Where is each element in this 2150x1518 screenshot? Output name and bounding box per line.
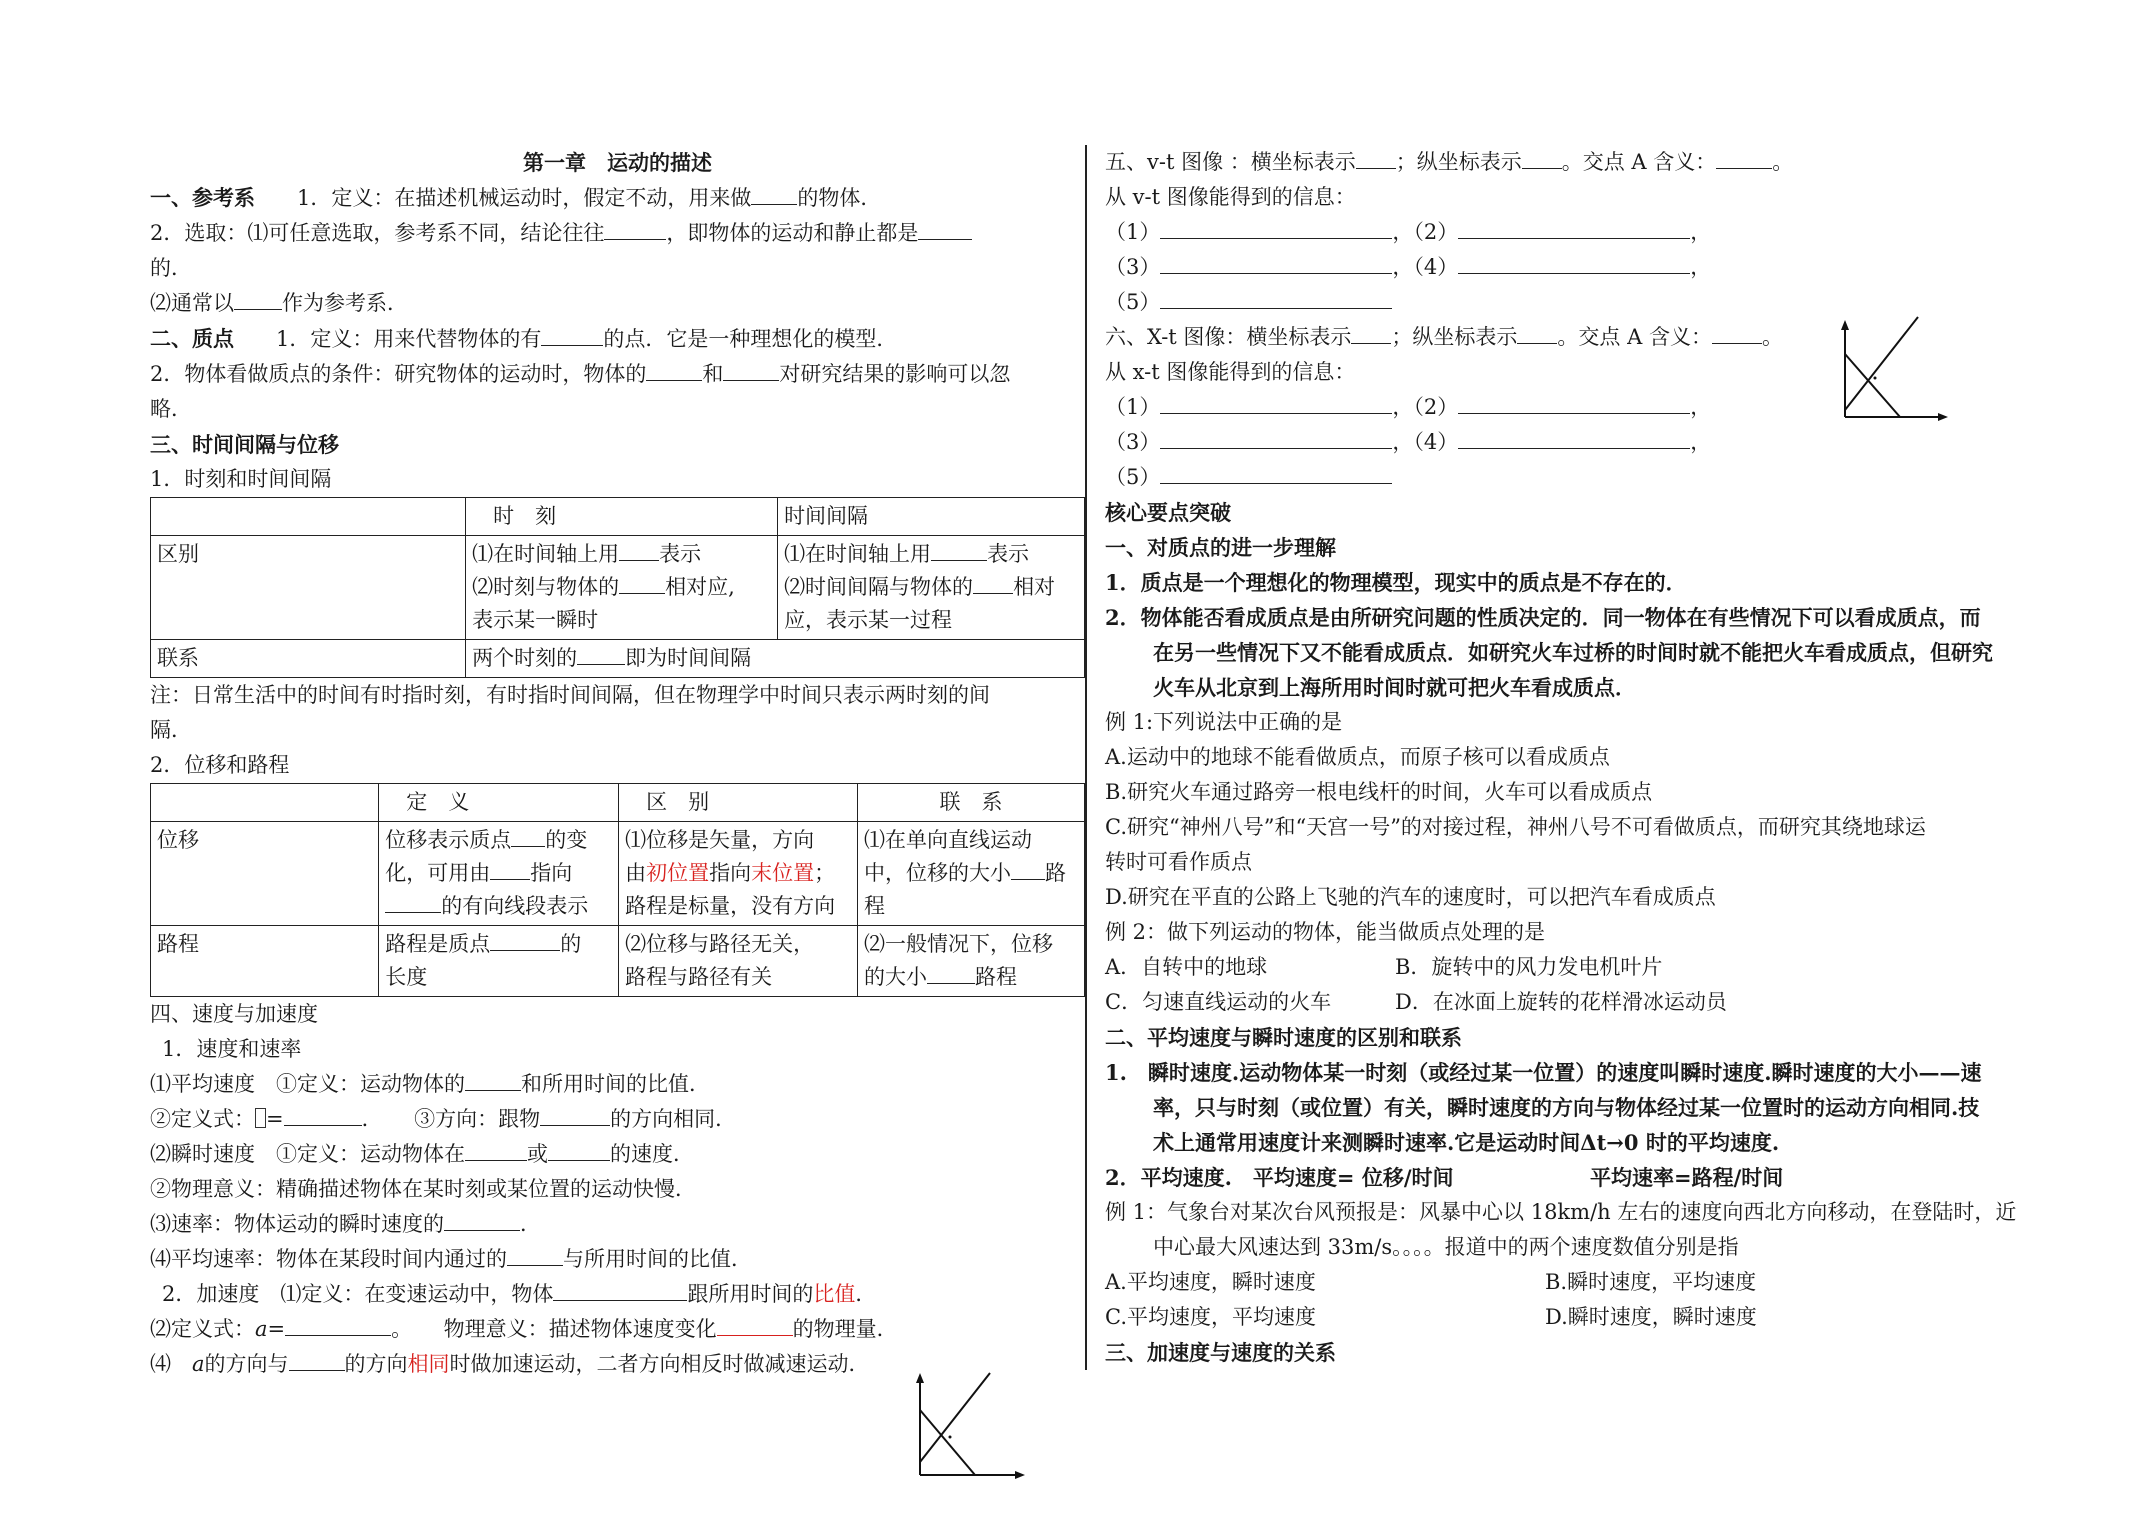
vt-item-row3: （5） <box>1105 285 2040 320</box>
s4-line2: ②定义式： = ． ③方向：跟物 的方向相同． <box>150 1107 737 1131</box>
ex1-option-a: A.运动中的地球不能看做质点，而原子核可以看成质点 <box>1105 745 1610 769</box>
blank[interactable] <box>1160 218 1392 239</box>
s4-line7: 2．加速度 ⑴定义：在变速运动中，物体 跟所用时间的比值． <box>162 1282 877 1306</box>
blank[interactable] <box>1160 253 1392 274</box>
vt-line1: 五、v-t 图像 ：横坐标表示 ；纵坐标表示 。交点 A 含义： 。 <box>1105 150 1794 174</box>
k2-point1a: 1. 瞬时速度.运动物体某一时刻（或经过某一位置）的速度叫瞬时速度.瞬时速度的大小——速 <box>1105 1060 1982 1085</box>
k1-point2b: 在另一些情况下又不能看成质点．如研究火车过桥的时间时就不能把火车看成质点，但研究 <box>1153 640 1993 665</box>
ex2-row1: A．自转中的地球 B．旋转中的风力发电机叶片 <box>1105 955 1663 979</box>
s4-line3: ⑵瞬时速度 ①定义：运动物体在 或 的速度． <box>150 1142 694 1166</box>
ex2-row2: C．匀速直线运动的火车 D．在冰面上旋转的花样滑冰运动员 <box>1105 990 1727 1014</box>
blank[interactable] <box>1160 393 1392 414</box>
k2-heading: 二、平均速度与瞬时速度的区别和联系 <box>1105 1025 1462 1050</box>
displacement-table <box>150 783 1085 997</box>
blank[interactable] <box>918 219 972 240</box>
k1-point1: 1．质点是一个理想化的物理模型，现实中的质点是不存在的． <box>1105 570 1687 595</box>
blank[interactable] <box>1716 148 1772 169</box>
falling-line <box>1845 354 1900 417</box>
blank[interactable] <box>444 1210 520 1231</box>
ex1-option-c1: C.研究“神州八号”和“天宫一号”的对接过程，神州八号不可看做质点，而研究其绕地球运 <box>1105 815 1926 839</box>
blank[interactable] <box>1522 148 1562 169</box>
s4-sub1: 1．速度和速率 <box>162 1037 302 1061</box>
blank[interactable] <box>285 1315 391 1336</box>
ex1-option-c2: 转时可看作质点 <box>1105 850 1252 874</box>
blank[interactable] <box>1356 148 1396 169</box>
row-label: 联系 <box>151 640 466 678</box>
blank[interactable] <box>541 325 603 346</box>
k1-point2a: 2．物体能否看成质点是由所研究问题的性质决定的．同一物体在有些情况下可以看成质点，而 <box>1105 605 1981 630</box>
sketch-graph-bottom <box>905 1365 1025 1485</box>
left-column <box>150 145 1085 1382</box>
ex3-row2: C.平均速度，平均速度 D.瞬时速度，瞬时速度 <box>1105 1305 1757 1329</box>
blank[interactable] <box>619 540 659 561</box>
s1-line4: ⑵通常以 作为参考系． <box>150 291 408 315</box>
s4-line6: ⑷平均速率：物体在某段时间内通过的 与所用时间的比值． <box>150 1247 752 1271</box>
k1-heading: 一、对质点的进一步理解 <box>1105 535 1336 560</box>
row-label: 路程 <box>151 926 379 997</box>
xt-item-row2: （3） ，（4） ， <box>1105 430 1712 454</box>
blank[interactable] <box>931 540 987 561</box>
blank[interactable] <box>284 1105 362 1126</box>
falling-line <box>920 1410 975 1475</box>
blank[interactable] <box>465 1140 527 1161</box>
ex3-question1: 例 1：气象台对某次台风预报是：风暴中心以 18km/h 左右的速度向西北方向移动，在登陆时，近 <box>1105 1200 2017 1224</box>
vt-line2: 从 v-t 图像能得到的信息： <box>1105 185 1356 209</box>
table-row <box>151 498 1085 536</box>
s1-line1: 一、参考系 1．定义：在描述机械运动时，假定不动，用来做 的物体． <box>150 185 882 210</box>
s4-line9: ⑷ a的方向与 的方向相同时做加速运动，二者方向相反时做减速运动． <box>150 1352 870 1376</box>
s4-line4: ②物理意义：精确描述物体在某时刻或某位置的运动快慢． <box>150 1177 696 1201</box>
blank[interactable] <box>751 184 797 205</box>
blank[interactable] <box>553 1280 687 1301</box>
blank[interactable] <box>717 1315 793 1336</box>
blank[interactable] <box>234 289 282 310</box>
arrow-up-icon <box>916 1373 924 1383</box>
blank[interactable] <box>927 963 975 984</box>
k3-heading: 三、加速度与速度的关系 <box>1105 1340 1336 1365</box>
k1-point2c: 火车从北京到上海所用时间时就可把火车看成质点． <box>1153 675 1636 700</box>
intersection-dot <box>949 1436 952 1439</box>
s4-heading: 四、速度与加速度 <box>150 1002 318 1026</box>
blank[interactable] <box>507 1245 563 1266</box>
arrow-right-icon <box>1015 1471 1025 1479</box>
xt-line1: 六、X-t 图像：横坐标表示 ；纵坐标表示 。交点 A 含义： 。 <box>1105 325 1783 349</box>
arrow-right-icon <box>1938 413 1948 421</box>
blank[interactable] <box>511 826 545 847</box>
blank[interactable] <box>1712 323 1762 344</box>
s3-sub2: 2．位移和路程 <box>150 753 290 777</box>
blank[interactable] <box>465 1070 521 1091</box>
v-bar-icon <box>255 1108 266 1128</box>
blank[interactable] <box>289 1350 345 1371</box>
time-table <box>150 497 1085 678</box>
blank[interactable] <box>1351 323 1391 344</box>
blank[interactable] <box>490 859 530 880</box>
blank[interactable] <box>577 644 625 665</box>
k2-point2: 2．平均速度. 平均速度= 位移/时间 平均速率=路程/时间 <box>1105 1165 1784 1190</box>
blank[interactable] <box>604 219 666 240</box>
blank[interactable] <box>1458 253 1690 274</box>
row-label: 区别 <box>151 536 466 640</box>
sketch-graph-right <box>1830 312 1950 432</box>
ex3-question2: 中心最大风速达到 33m/s。。。。报道中的两个速度数值分别是指 <box>1153 1235 1739 1259</box>
s3-heading: 三、时间间隔与位移 <box>150 432 339 457</box>
intersection-dot <box>1874 377 1877 380</box>
blank[interactable] <box>548 1140 610 1161</box>
blank[interactable] <box>1011 859 1045 880</box>
table-row: 路程 路程是质点 的 长度 ⑵位移与路径无关， 路程与路径有关 ⑵一般情况下，位移 的大小 路程 <box>151 926 1085 997</box>
ex1-question: 例 1:下列说法中正确的是 <box>1105 710 1343 734</box>
blank[interactable] <box>1458 218 1690 239</box>
blank[interactable] <box>490 930 560 951</box>
row-label: 位移 <box>151 822 379 926</box>
ex1-option-d: D.研究在平直的公路上飞驰的汽车的速度时，可以把汽车看成质点 <box>1105 885 1716 909</box>
blank[interactable] <box>723 360 779 381</box>
blank[interactable] <box>1160 288 1392 309</box>
s4-line1: ⑴平均速度 ①定义：运动物体的 和所用时间的比值． <box>150 1072 710 1096</box>
note-line1: 注：日常生活中的时间有时指时刻，有时指时间间隔，但在物理学中时间只表示两时刻的间 <box>150 683 990 707</box>
table-row: 位移 位移表示质点 的变 化，可用由 指向 的有向线段表示 ⑴位移是矢量，方向 由初位置指向末位置； 路程是标量，没有方向 ⑴在单向直线运动 中，位移的大小 路 程 <box>151 822 1085 926</box>
k2-point1c: 术上通常用速度计来测瞬时速率.它是运动时间Δt→0 时的平均速度. <box>1153 1130 1780 1155</box>
vt-item-row2: （3） ，（4） ， <box>1105 255 1712 279</box>
blank[interactable] <box>540 1105 610 1126</box>
header-cell: 联 系 <box>858 784 1085 822</box>
ex3-row1: A.平均速度，瞬时速度 B.瞬时速度，平均速度 <box>1105 1270 1757 1294</box>
vt-item-row1: （1） ，（2） ， <box>1105 220 1712 244</box>
arrow-up-icon <box>1841 320 1849 330</box>
blank[interactable] <box>1458 428 1690 449</box>
note-line2: 隔． <box>150 718 192 742</box>
blank[interactable] <box>646 360 702 381</box>
s3-sub1: 1．时刻和时间间隔 <box>150 467 332 491</box>
s4-line8: ⑵定义式：a= 。 物理意义：描述物体速度变化 的物理量． <box>150 1317 898 1341</box>
header-cell: 定 义 <box>379 784 619 822</box>
xt-item-row1: （1） ，（2） ， <box>1105 395 1712 419</box>
s4-line5: ⑶速率：物体运动的瞬时速度的 ． <box>150 1212 541 1236</box>
chapter-title: 第一章 运动的描述 <box>523 150 712 175</box>
xt-item-row3: （5） <box>1105 460 2040 495</box>
s1-line3: 的． <box>150 256 192 280</box>
header-cell: 时 刻 <box>466 498 778 536</box>
blank[interactable] <box>1517 323 1557 344</box>
table-row: 区别 ⑴在时间轴上用 表示 ⑵时刻与物体的 相对应, 表示某一瞬时 ⑴在时间轴上用 表示 ⑵时间间隔与物体的 相对 应，表示某一过程 <box>151 536 1085 640</box>
s1-line2: 2．选取：⑴可任意选取，参考系不同，结论往往 ，即物体的运动和静止都是 <box>150 216 1085 251</box>
blank[interactable] <box>1160 428 1392 449</box>
table-row <box>151 784 1085 822</box>
k2-point1b: 率，只与时刻（或位置）有关，瞬时速度的方向与物体经过某一位置时的运动方向相同.技 <box>1153 1095 1980 1120</box>
header-cell: 时间间隔 <box>778 498 1085 536</box>
rising-line <box>920 1373 990 1462</box>
s2-line1: 二、质点 1．定义：用来代替物体的有 的点．它是一种理想化的模型． <box>150 326 898 351</box>
blank[interactable] <box>619 573 665 594</box>
xt-line2: 从 x-t 图像能得到的信息： <box>1105 360 1356 384</box>
header-cell: 区 别 <box>619 784 858 822</box>
blank[interactable] <box>1458 393 1690 414</box>
s2-line2: 2．物体看做质点的条件：研究物体的运动时，物体的 和 对研究结果的影响可以忽 <box>150 362 1011 386</box>
column-divider <box>1085 145 1087 1370</box>
ex2-question: 例 2：做下列运动的物体，能当做质点处理的是 <box>1105 920 1546 944</box>
core-heading: 核心要点突破 <box>1105 500 1231 525</box>
table-row: 联系 两个时刻的 即为时间间隔 <box>151 640 1085 678</box>
blank[interactable] <box>973 573 1013 594</box>
blank[interactable] <box>1160 463 1392 484</box>
s2-line3: 略． <box>150 397 192 421</box>
blank[interactable] <box>385 892 441 913</box>
ex1-option-b: B.研究火车通过路旁一根电线杆的时间，火车可以看成质点 <box>1105 780 1653 804</box>
